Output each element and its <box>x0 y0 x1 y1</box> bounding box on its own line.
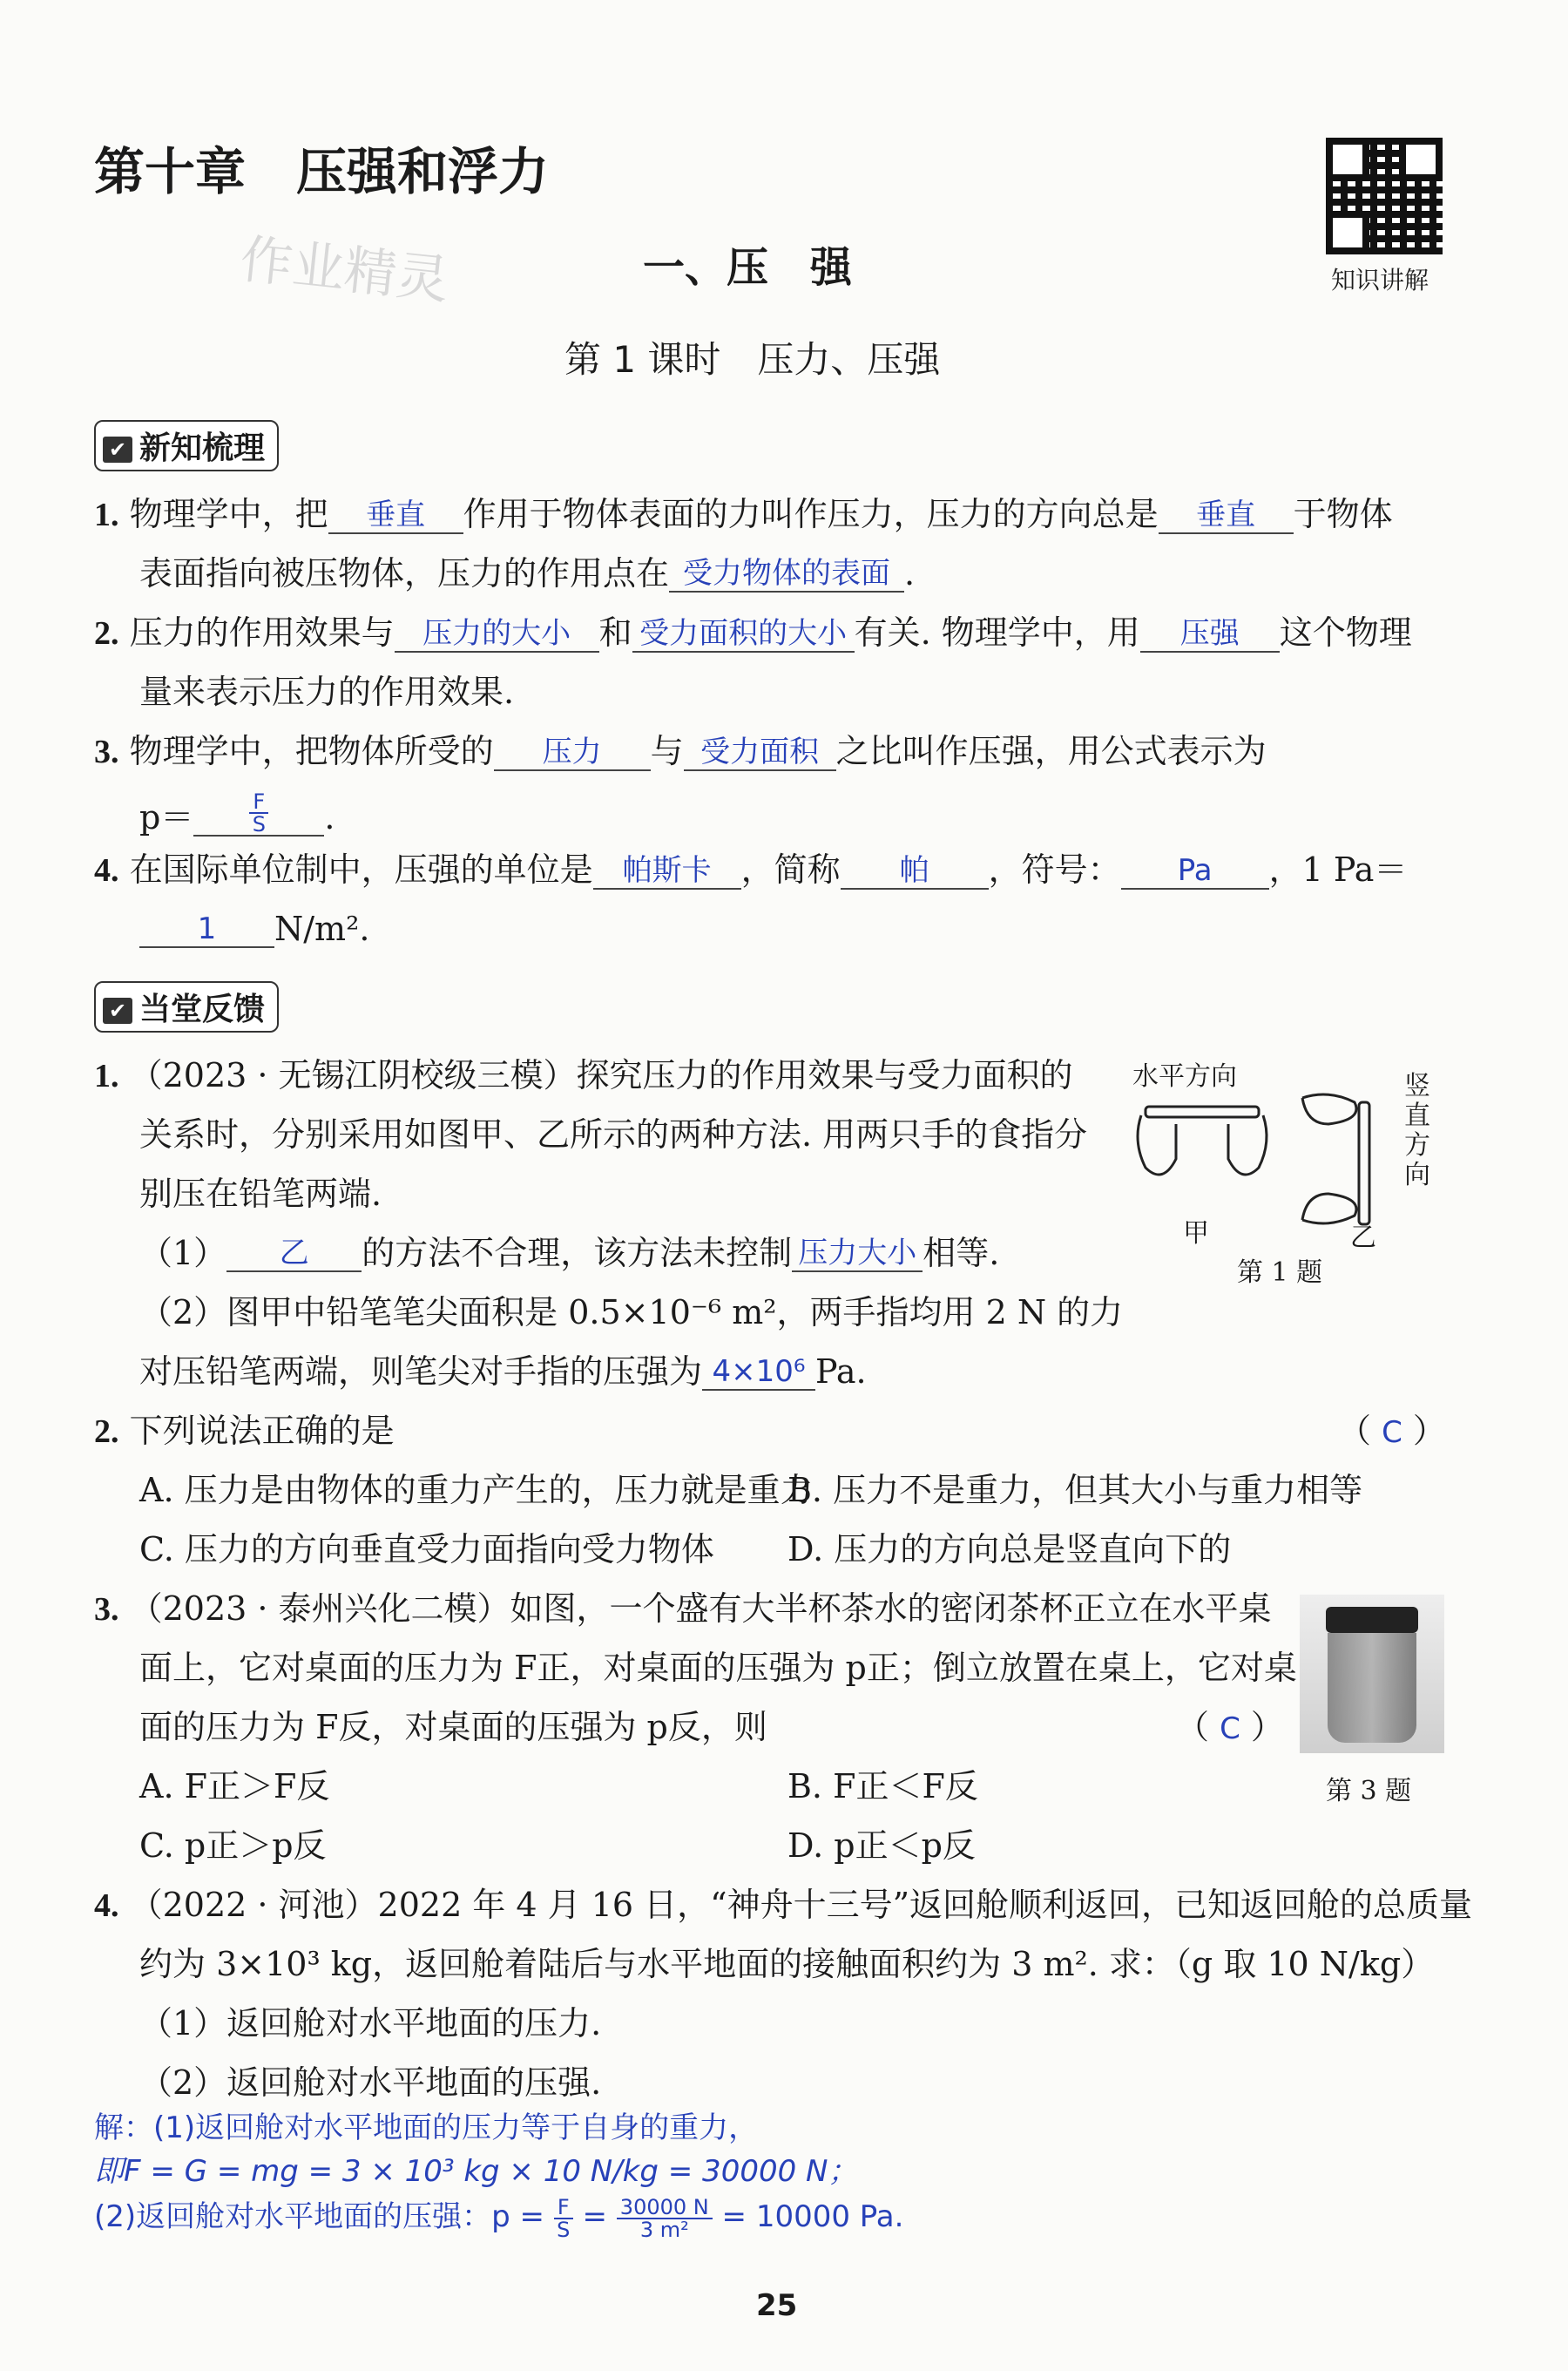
s1-q4-line1: 4. 在国际单位制中，压强的单位是 帕斯卡 ，简称 帕 ，符号： Pa ，1 Pa＝ <box>94 850 1408 889</box>
qr-caption: 知识讲解 <box>1331 266 1429 295</box>
answer: 帕 <box>899 853 929 888</box>
answer: 受力面积 <box>700 735 820 769</box>
s2-q3-answer-bracket: （ C ） <box>1176 1708 1284 1746</box>
solution-line1: 解：(1)返回舱对水平地面的压力等于自身的重力， <box>94 2110 759 2145</box>
s1-q1-line2: 表面指向被压物体，压力的作用点在 受力物体的表面 . <box>139 554 916 593</box>
check-icon: ✔ <box>103 998 132 1024</box>
s2-q1-line1: 1. （2023 · 无锡江阴校级三模）探究压力的作用效果与受力面积的 <box>94 1056 1073 1094</box>
chapter-title: 第十章 压强和浮力 <box>94 142 550 201</box>
answer: 帕斯卡 <box>622 853 712 888</box>
figure-pencil-press <box>1132 1046 1446 1290</box>
s2-q1-part2a: （2）图甲中铅笔笔尖面积是 0.5×10⁻⁶ m²，两手指均用 2 N 的力 <box>139 1293 1124 1331</box>
s1-q3-line2: p＝ $\frac{F}{S}$ . <box>139 789 335 837</box>
answer: 垂直 <box>366 498 426 532</box>
fig-label-a: 甲 <box>1183 1218 1209 1249</box>
answer: 受力物体的表面 <box>683 556 891 591</box>
s1-q2-line2: 量来表示压力的作用效果. <box>139 673 515 711</box>
s2-q1-part1: （1） 乙 的方法不合理，该方法未控制 压力大小 相等. <box>139 1234 1000 1272</box>
s2-q2-answer-bracket: （ C ） <box>1338 1412 1446 1450</box>
tea-cup-photo <box>1300 1595 1444 1753</box>
s2-q2-option-d: D. 压力的方向总是竖直向下的 <box>787 1530 1232 1568</box>
s2-q4-line1: 4. （2022 · 河池）2022 年 4 月 16 日，“神舟十三号”返回舱顺利返回，已知返回舱的总质量 <box>94 1886 1473 1924</box>
fig-caption-1: 第 1 题 <box>1237 1257 1323 1288</box>
s1-q4-line2: 1 N/m². <box>139 910 369 948</box>
answer: 受力面积的大小 <box>639 616 848 651</box>
answer: C <box>1382 1415 1402 1450</box>
s2-q3-line1: 3. （2023 · 泰州兴化二模）如图，一个盛有大半杯茶水的密闭茶杯正立在水平桌 <box>94 1589 1272 1628</box>
answer: 压力的大小 <box>422 616 571 651</box>
s2-q4-part1: （1）返回舱对水平地面的压力. <box>139 2004 602 2042</box>
s2-q3-option-d: D. p正＜p反 <box>787 1826 976 1865</box>
s2-q1-line2: 关系时，分别采用如图甲、乙所示的两种方法. 用两只手的食指分 <box>139 1115 1088 1154</box>
fig-caption-3: 第 3 题 <box>1326 1776 1412 1806</box>
answer: 压强 <box>1179 616 1240 651</box>
fig-label-horizontal: 水平方向 <box>1132 1061 1237 1092</box>
s1-q3-line1: 3. 物理学中，把物体所受的 压力 与 受力面积 之比叫作压强，用公式表示为 <box>94 732 1267 770</box>
answer: 4×10⁶ <box>712 1354 806 1389</box>
s2-q3-line3: 面的压力为 F反，对桌面的压强为 p反，则 <box>139 1708 767 1746</box>
watermark: 作业精灵 <box>237 228 452 312</box>
page-number: 25 <box>756 2288 798 2323</box>
s2-q1-line3: 别压在铅笔两端. <box>139 1175 382 1213</box>
fig-label-b: 乙 <box>1350 1223 1376 1253</box>
section-label-new-knowledge: ✔ 新知梳理 <box>94 420 279 471</box>
section-label-feedback: ✔ 当堂反馈 <box>94 981 279 1033</box>
s2-q2-option-a: A. 压力是由物体的重力产生的，压力就是重力 <box>139 1471 814 1509</box>
s2-q3-option-c: C. p正＞p反 <box>139 1826 327 1865</box>
section-title: 一、压 强 <box>643 243 853 292</box>
s2-q2-option-c: C. 压力的方向垂直受力面指向受力物体 <box>139 1530 714 1568</box>
lesson-title: 第 1 课时 压力、压强 <box>564 338 941 381</box>
s2-q3-line2: 面上，它对桌面的压力为 F正，对桌面的压强为 p正；倒立放置在桌上，它对桌 <box>139 1649 1297 1687</box>
fig-label-vertical: 竖直方向 <box>1404 1071 1430 1190</box>
s2-q1-part2b: 对压铅笔两端，则笔尖对手指的压强为 4×10⁶ Pa. <box>139 1352 867 1391</box>
answer: 压力 <box>542 735 602 769</box>
s1-q2-line1: 2. 压力的作用效果与 压力的大小 和 受力面积的大小 有关. 物理学中，用 压强 这个物理 <box>94 613 1412 652</box>
answer: 垂直 <box>1196 498 1256 532</box>
answer: 乙 <box>279 1236 309 1270</box>
s2-q2-stem: 2. 下列说法正确的是 <box>94 1412 395 1450</box>
answer: C <box>1220 1711 1240 1746</box>
answer: 1 <box>197 911 217 946</box>
solution-line2: 即F = G = mg = 3 × 10³ kg × 10 N/kg = 30000 N； <box>94 2154 858 2189</box>
qr-code[interactable] <box>1326 138 1443 254</box>
solution-line3: (2)返回舱对水平地面的压强：p = $\frac{F}{S}$ = $\frac{30000 N}{\text{3 m²}}$ = 10000 Pa. <box>94 2194 904 2242</box>
s2-q3-option-a: A. F正＞F反 <box>139 1767 330 1805</box>
s2-q3-option-b: B. F正＜F反 <box>787 1767 978 1805</box>
answer-fraction: $\frac{F}{S}$ <box>249 791 268 835</box>
answer: 压力大小 <box>798 1236 917 1270</box>
s2-q2-option-b: B. 压力不是重力，但其大小与重力相等 <box>787 1471 1363 1509</box>
s2-q4-part2: （2）返回舱对水平地面的压强. <box>139 2063 602 2102</box>
answer: Pa <box>1177 853 1213 888</box>
s2-q4-line2: 约为 3×10³ kg，返回舱着陆后与水平地面的接触面积约为 3 m². 求：（g 取 10 N/kg） <box>139 1945 1435 1983</box>
s1-q1-line1: 1. 物理学中，把 垂直 作用于物体表面的力叫作压力，压力的方向总是 垂直 于物体 <box>94 495 1393 533</box>
check-icon: ✔ <box>103 437 132 463</box>
